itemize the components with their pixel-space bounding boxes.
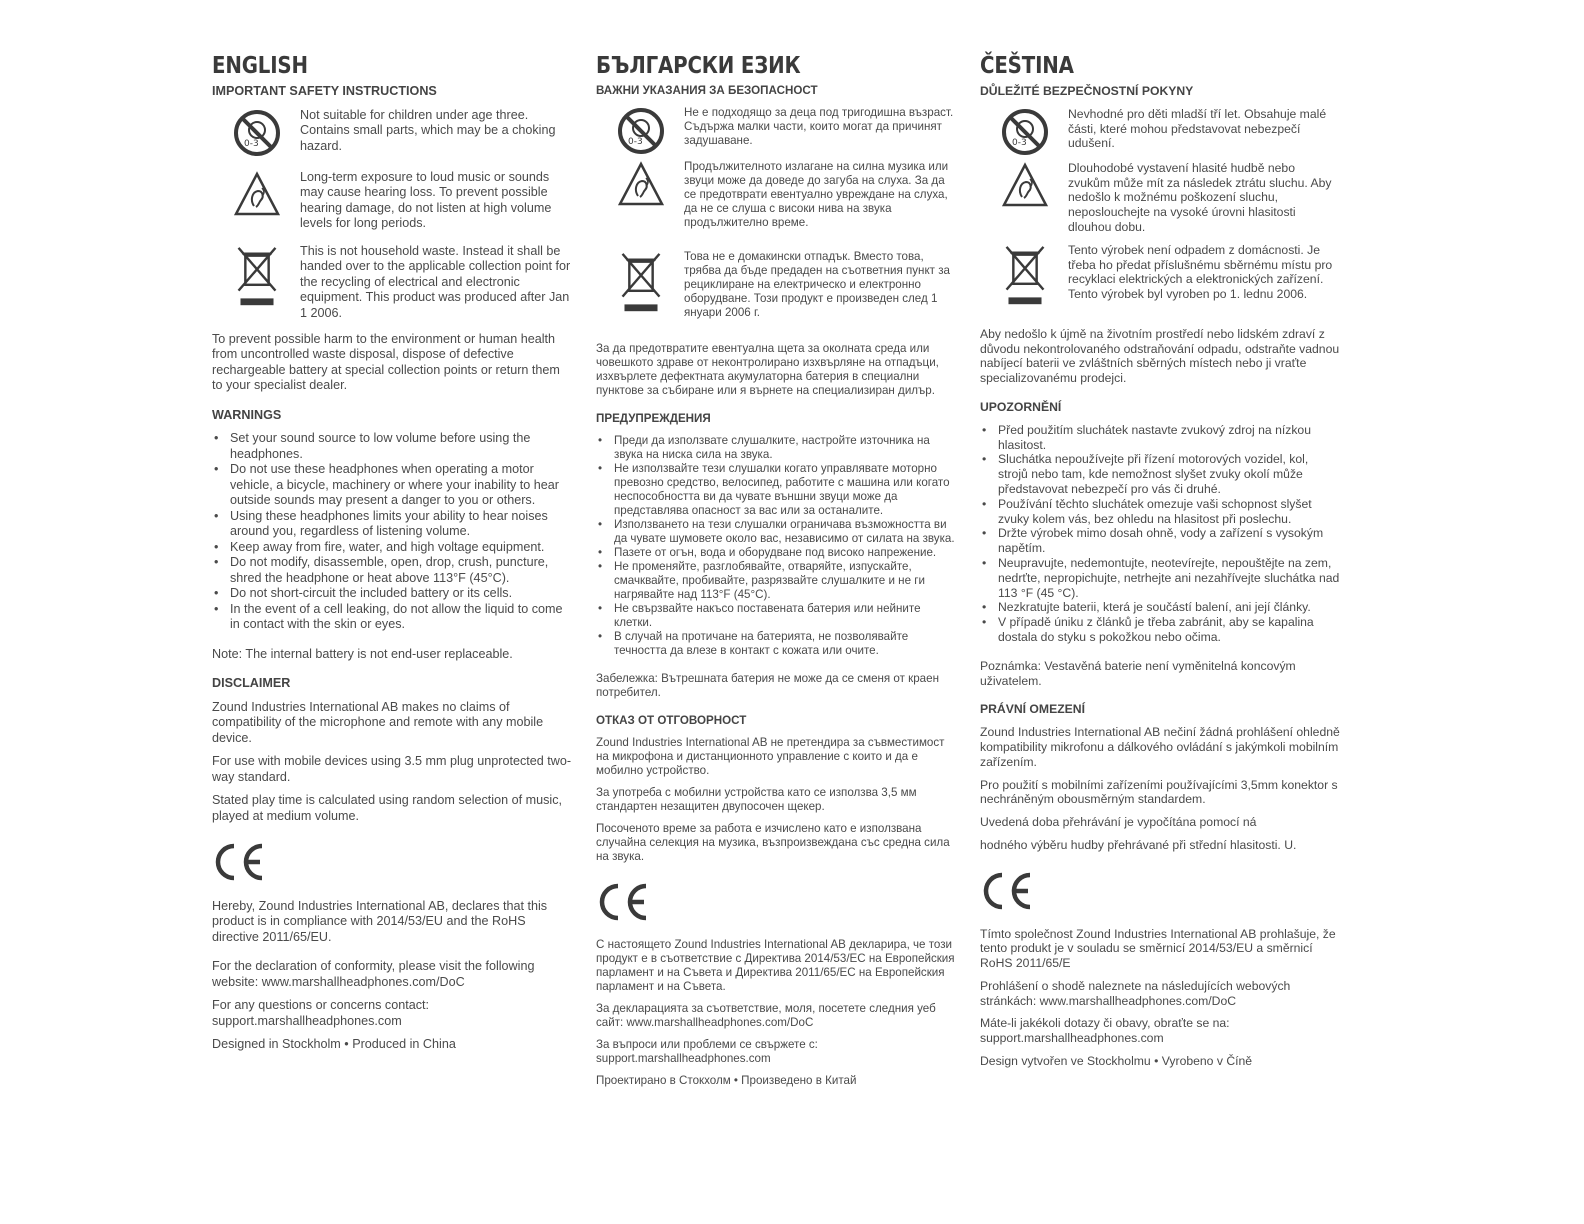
warnings-list — [596, 434, 956, 658]
svg-text:0-3: 0-3 — [244, 138, 259, 149]
disclaimer-heading: ОТКАЗ ОТ ОТГОВОРНОСТ — [596, 714, 747, 727]
safety-heading: DŮLEŽITÉ BEZPEČNOSTNÍ POKYNY — [980, 84, 1194, 98]
hearing-warning-icon — [616, 160, 666, 210]
battery-note: Забележка: Вътрешната батерия не може да се сменя от краен потребител. — [596, 672, 939, 699]
warning-item: • Držte výrobek mimo dosah ohně, vody a zařízení s vysokým napětím. — [980, 526, 1340, 556]
warnings-heading: UPOZORNĚNÍ — [980, 399, 1062, 414]
warning-item: • Using these headphones limits your ability to hear noises around you, regardless of listening volume. — [212, 509, 572, 540]
ce-mark-icon — [596, 880, 652, 924]
disclaimer-text: Stated play time is calculated using random selection of music, played at medium volume. — [212, 793, 562, 823]
czech-column — [980, 48, 1340, 1077]
disclaimer-text: Pro použití s mobilními zařízeními používajícími 3,5mm konektor s nechráněným obousměrným standardem. — [980, 777, 1338, 807]
environment-text: За да предотвратите евентуална щета за околната среда или човешкото здраве от неконтролирано изхвърляне на отпадъци, изхвърлете дефектната акумулаторна батерия в специални пунктове за събиране или я върнете на специализиран дилър. — [596, 342, 939, 397]
doc-website-text: За декларацията за съответствие, моля, посетете следния уеб сайт: www.marshallheadphones.com/DoC — [596, 1002, 936, 1029]
warning-item: • Do not short-circuit the included battery or its cells. — [212, 586, 572, 602]
support-contact-text: За въпроси или проблеми се свържете с: support.marshallheadphones.com — [596, 1038, 818, 1065]
disclaimer-heading: PRÁVNÍ OMEZENÍ — [980, 702, 1085, 717]
no-children-0-3-icon — [232, 108, 282, 158]
warning-item: • Před použitím sluchátek nastavte zvukový zdroj na nízkou hlasitost. — [980, 423, 1340, 453]
warnings-heading: WARNINGS — [212, 407, 282, 422]
disclaimer-text: Zound Industries International AB не претендира за съвместимост на микрофона и дистанционното управление с които и да е мобилно устройство. — [596, 736, 945, 777]
safety-text: Long-term exposure to loud music or sounds may cause hearing loss. To prevent possible hearing damage, do not listen at high volume levels for long periods. — [300, 169, 552, 230]
safety-heading: IMPORTANT SAFETY INSTRUCTIONS — [212, 84, 437, 98]
battery-note: Note: The internal battery is not end-user replaceable. — [212, 646, 513, 661]
disclaimer-text: Посоченото време за работа е изчислено като е използвана случайна селекция на музика, възпроизвеждана със средна сила на звука. — [596, 822, 950, 863]
ce-mark-icon — [980, 869, 1036, 913]
safety-item-hearing — [980, 161, 1340, 235]
svg-text:0-3: 0-3 — [1012, 137, 1027, 148]
warning-item: • Set your sound source to low volume before using the headphones. — [212, 431, 572, 462]
environment-text: Aby nedošlo k újmě na životním prostředí nebo lidském zdraví z důvodu nekontrolovaného odstraňování odpadu, odstraňte vadnou nabíjecí baterii ve zvláštních sběrných místech nebo ji vraťte specializovanému prodejci. — [980, 326, 1340, 386]
bulgarian-column — [596, 48, 956, 1096]
warning-item: • Keep away from fire, water, and high voltage equipment. — [212, 540, 572, 556]
conformity-text: Tímto společnost Zound Industries International AB prohlašuje, že tento produkt je v souladu se směrnicí 2014/53/EU a směrnicí RoHS 2011/65/E — [980, 926, 1336, 971]
warning-item: • Преди да използвате слушалките, настройте източника на звука на ниска сила на звука. — [596, 434, 956, 462]
warning-item: • In the event of a cell leaking, do not allow the liquid to come in contact with the skin or eyes. — [212, 602, 572, 633]
hearing-warning-icon — [1000, 161, 1050, 211]
svg-text:0-3: 0-3 — [628, 137, 643, 147]
origin-text: Design vytvořen ve Stockholmu • Vyrobeno v Číně — [980, 1054, 1253, 1069]
ce-mark-icon — [212, 840, 268, 884]
language-title: ENGLISH — [212, 53, 308, 79]
conformity-text: С настоящето Zound Industries International AB декларира, че този продукт е в съответствие с Директива 2014/53/ЕС на Европейския парламент и на Съвета и Директива 2011/65/ЕС на Европейския парламент и на Съвета. — [596, 938, 955, 993]
safety-text: This is not household waste. Instead it shall be handed over to the applicable collection point for the recycling of electrical and electronic equipment. This product was produced after Jan 1 2006. — [300, 243, 571, 320]
safety-item-children — [980, 107, 1340, 153]
battery-note: Poznámka: Vestavěná baterie není vyměnitelná koncovým uživatelem. — [980, 658, 1296, 688]
disclaimer-text: Uvedená doba přehrávání je vypočítána pomocí ná — [980, 815, 1257, 830]
warning-item: • Sluchátka nepoužívejte při řízení motorových vozidel, kol, strojů nebo tam, kde nemožnost slyšet zvuky okolí může představovat nebezpečí pro vás či druhé. — [980, 452, 1340, 496]
warnings-list — [212, 431, 572, 633]
warning-item: • Neupravujte, nedemontujte, neotevírejte, nepouštějte na zem, nedrťte, nepropichujte, netrhejte ani nezahřívejte sluchátka nad 113 °F (45 °C). — [980, 556, 1340, 600]
hearing-warning-icon — [232, 170, 282, 220]
language-title: БЪЛГАРСКИ ЕЗИК — [596, 53, 801, 79]
origin-text: Проектирано в Стокхолм • Произведено в Китай — [596, 1074, 857, 1087]
doc-website-text: Prohlášení o shodě naleznete na následujících webových stránkách: www.marshallheadphones.com/DoC — [980, 978, 1291, 1008]
support-contact-text: For any questions or concerns contact: support.marshallheadphones.com — [212, 998, 430, 1028]
english-column — [212, 48, 572, 1061]
safety-text: Nevhodné pro děti mladší tří let. Obsahuje malé části, které mohou představovat nebezpečí udušení. — [1068, 106, 1327, 151]
disclaimer-text: За употреба с мобилни устройства като се използва 3,5 мм стандартен незащитен двупосочен щекер. — [596, 786, 917, 813]
disclaimer-text: Zound Industries International AB makes no claims of compatibility of the microphone and remote with any mobile device. — [212, 699, 544, 745]
warnings-heading: ПРЕДУПРЕЖДЕНИЯ — [596, 412, 711, 425]
weee-crossed-bin-icon — [616, 250, 666, 318]
warning-item: • Не използвайте тези слушалки когато управлявате моторно превозно средство, велосипед, работите с машина или когато неспособността ви да чувате външни звуци може да представлява опасност за вас или за останалите. — [596, 462, 956, 518]
safety-text: Не е подходящо за деца под тригодишна възраст. Съдържа малки части, които могат да причинят задушаване. — [684, 106, 954, 147]
safety-item-hearing — [596, 160, 956, 242]
safety-text: Продължителното излагане на силна музика или звуци може да доведе до загуба на слуха. За да се предотврати евентуално увреждане на слуха, да не се слуша с високи нива на звука продължително време. — [684, 160, 949, 229]
safety-item-children — [596, 106, 956, 152]
safety-text: Not suitable for children under age three. Contains small parts, which may be a choking hazard. — [300, 107, 556, 153]
safety-heading: ВАЖНИ УКАЗАНИЯ ЗА БЕЗОПАСНОСТ — [596, 84, 818, 97]
safety-item-children — [212, 108, 572, 162]
safety-text: Dlouhodobé vystavení hlasité hudbě nebo zvukům může mít za následek ztrátu sluchu. Aby nedošlo k možnému poškození sluchu, neposlouchejte na vysoké úrovni hlasitosti dlouhou dobu. — [1068, 160, 1332, 234]
weee-crossed-bin-icon — [232, 244, 282, 312]
no-children-0-3-icon — [1000, 107, 1050, 157]
conformity-text: Hereby, Zound Industries International AB, declares that this product is in compliance with 2014/53/EU and the RoHS directive 2011/65/EU. — [212, 898, 548, 944]
doc-website-text: For the declaration of conformity, please visit the following website: www.marshallheadphones.com/DoC — [212, 959, 535, 989]
safety-text: Tento výrobek není odpadem z domácnosti. Je třeba ho předat příslušnému sběrnému místu pro recyklaci elektrických a elektronických zařízení. Tento výrobek byl vyroben po 1. lednu 2006. — [1068, 242, 1333, 302]
disclaimer-text: For use with mobile devices using 3.5 mm plug unprotected two-way standard. — [212, 754, 572, 784]
environment-text: To prevent possible harm to the environment or human health from uncontrolled waste disposal, dispose of defective rechargeable battery at special collection points or return them to your specialist dealer. — [212, 331, 560, 392]
language-title: ČEŠTINA — [980, 53, 1074, 79]
warning-item: • Не променяйте, разглобявайте, отваряйте, изпускайте, смачквайте, пробивайте, разрязвайте слушалките и не ги нагрявайте над 113°F (45°C). — [596, 560, 956, 602]
safety-item-weee — [980, 243, 1340, 319]
warning-item: • Пазете от огън, вода и оборудване под високо напрежение. — [596, 546, 956, 560]
no-children-0-3-icon — [616, 106, 666, 156]
warnings-list — [980, 423, 1340, 645]
warning-item: • Do not use these headphones when operating a motor vehicle, a bicycle, machinery or where your inability to hear outside sounds may present a danger to you or others. — [212, 462, 572, 509]
safety-text: Това не е домакински отпадък. Вместо това, трябва да бъде предаден на съответния пункт за рециклиране на електрическо и електронно оборудване. Този продукт е произведен след 1 януари 2006 г. — [684, 250, 950, 319]
safety-item-weee — [212, 244, 572, 324]
safety-item-weee — [596, 250, 956, 334]
disclaimer-text: hodného výběru hudby přehrávané při střední hlasitosti. U. — [980, 837, 1297, 852]
warning-item: • Nezkratujte baterii, která je součástí balení, ani její články. — [980, 600, 1340, 615]
warning-item: • Използването на тези слушалки ограничава възможността ви да чувате шумовете около вас, независимо от силата на звука. — [596, 518, 956, 546]
support-contact-text: Máte-li jakékoli dotazy či obavy, obraťte se na: support.marshallheadphones.com — [980, 1016, 1230, 1046]
warning-item: • Не свързвайте накъсо поставената батерия или нейните клетки. — [596, 602, 956, 630]
warning-item: • Používání těchto sluchátek omezuje vaši schopnost slyšet zvuky kolem vás, bez ohledu na hlasitost při poslechu. — [980, 497, 1340, 527]
disclaimer-heading: DISCLAIMER — [212, 676, 291, 690]
warning-item: • Do not modify, disassemble, open, drop, crush, puncture, shred the headphone or heat above 113°F (45°C). — [212, 555, 572, 586]
safety-item-hearing — [212, 170, 572, 236]
warning-item: • V případě úniku z článků je třeba zabránit, aby se kapalina dostala do styku s pokožkou nebo očima. — [980, 615, 1340, 645]
warning-item: • В случай на протичане на батерията, не позволявайте течността да влезе в контакт с кожата или очите. — [596, 630, 956, 658]
disclaimer-text: Zound Industries International AB nečiní žádná prohlášení ohledně kompatibility mikrofonu a dálkového ovládání s jakýmkoli mobilním zařízením. — [980, 725, 1340, 769]
origin-text: Designed in Stockholm • Produced in China — [212, 1037, 456, 1051]
weee-crossed-bin-icon — [1000, 243, 1050, 311]
